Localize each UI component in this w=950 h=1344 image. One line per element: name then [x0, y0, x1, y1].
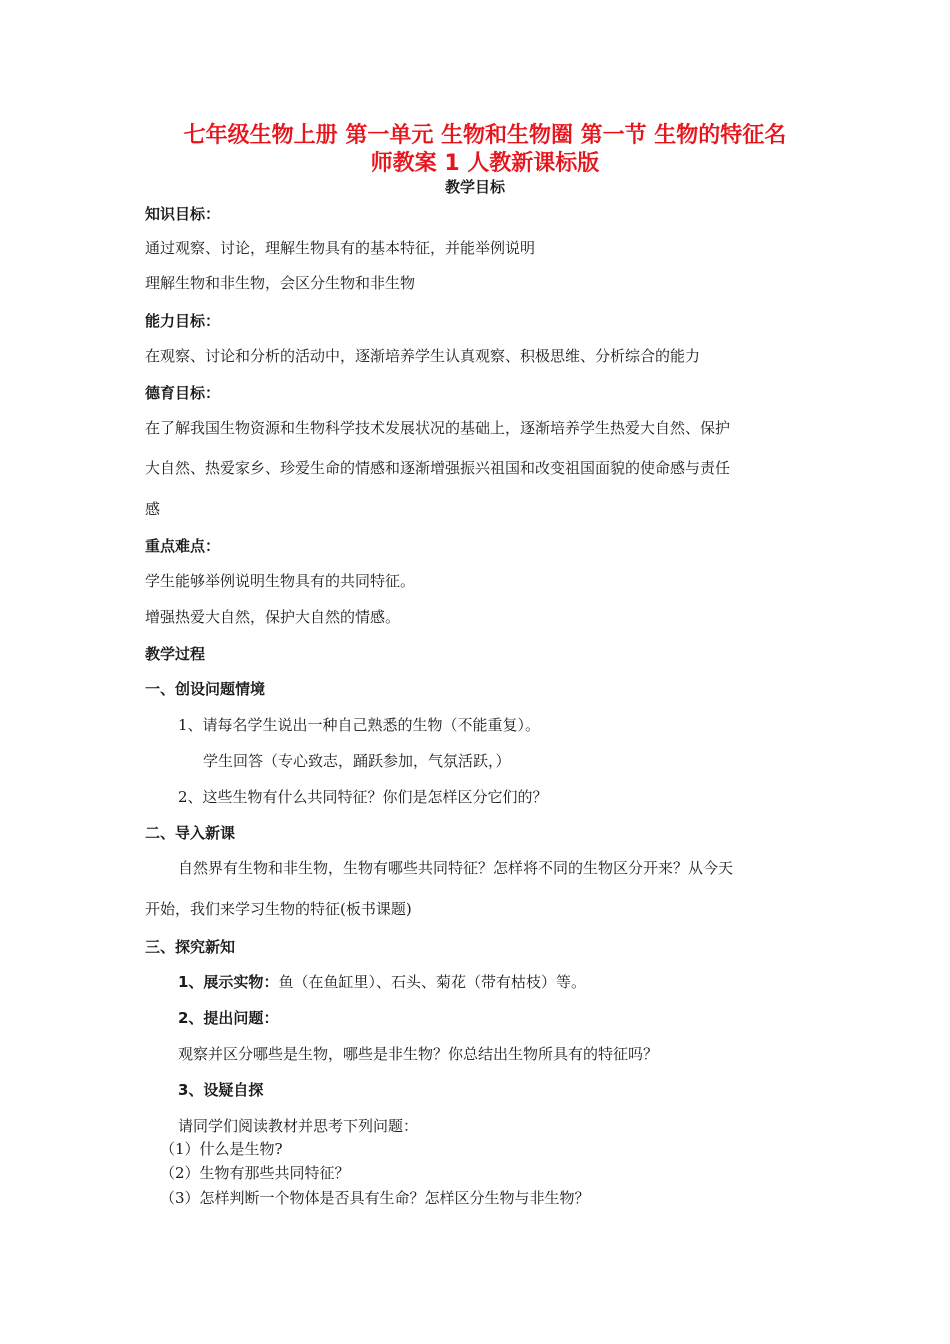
moral-text-2: 大自然、热爱家乡、珍爱生命的情感和逐渐增强振兴祖国和改变祖国面貌的使命感与责任: [145, 459, 731, 477]
ability-heading: 能力目标：: [145, 312, 221, 330]
moral-text-3: 感: [145, 500, 161, 518]
section-1-heading: 一、创设问题情境: [145, 680, 266, 698]
title-line-2: 师教案 1 人教新课标版: [370, 151, 600, 176]
knowledge-text-2: 理解生物和非生物，会区分生物和非生物: [145, 274, 416, 292]
keypoints-text-1: 学生能够举例说明生物具有的共同特征。: [145, 572, 416, 590]
moral-text-1: 在了解我国生物资源和生物科学技术发展状况的基础上，逐渐培养学生热爱大自然、保护: [145, 419, 731, 437]
knowledge-text-1: 通过观察、讨论，理解生物具有的基本特征，并能举例说明: [145, 239, 536, 257]
section-3-heading: 三、探究新知: [145, 938, 236, 956]
section-2-paragraph-2: 开始，我们来学习生物的特征(板书课题): [145, 900, 412, 918]
section-2-heading: 二、导入新课: [145, 824, 236, 842]
section-2-paragraph-1: 自然界有生物和非生物，生物有哪些共同特征？怎样将不同的生物区分开来？从今天: [178, 859, 734, 877]
section-3-item-3-intro: 请同学们阅读教材并思考下列问题：: [178, 1117, 419, 1135]
subtitle: 教学目标: [444, 178, 505, 196]
section-1-item-2: 2、这些生物有什么共同特征？你们是怎样区分它们的？: [178, 788, 548, 806]
section-3-item-2-text: 观察并区分哪些是生物，哪些是非生物？你总结出生物所具有的特征吗？: [178, 1045, 659, 1063]
keypoints-heading: 重点难点：: [145, 537, 221, 555]
section-1-item-1: 1、请每名学生说出一种自己熟悉的生物（不能重复）。: [178, 716, 541, 734]
process-heading: 教学过程: [145, 645, 206, 663]
section-3-item-1: [178, 972, 586, 992]
section-3-item-3-label: 3、设疑自探: [178, 1081, 264, 1099]
question-2: （2）生物有那些共同特征？: [160, 1164, 350, 1182]
title-line-1: 七年级生物上册 第一单元 生物和生物圈 第一节 生物的特征名: [183, 123, 787, 148]
ability-text-1: 在观察、讨论和分析的活动中，逐渐培养学生认真观察、积极思维、分析综合的能力: [145, 347, 701, 365]
question-3: （3）怎样判断一个物体是否具有生命？怎样区分生物与非生物？: [160, 1189, 590, 1207]
knowledge-heading: 知识目标：: [145, 205, 221, 223]
keypoints-text-2: 增强热爱大自然，保护大自然的情感。: [145, 608, 401, 626]
moral-heading: 德育目标：: [145, 384, 221, 402]
section-1-item-1-answer: 学生回答（专心致志，踊跃参加，气氛活跃，）: [203, 752, 511, 770]
section-3-item-1-text: 鱼（在鱼缸里）、石头、菊花（带有枯枝）等。: [278, 973, 586, 991]
document-title: [120, 122, 850, 178]
section-3-item-1-label: 1、展示实物：: [178, 973, 279, 991]
section-3-item-2-label: 2、提出问题：: [178, 1009, 279, 1027]
question-1: （1）什么是生物?: [160, 1140, 283, 1158]
